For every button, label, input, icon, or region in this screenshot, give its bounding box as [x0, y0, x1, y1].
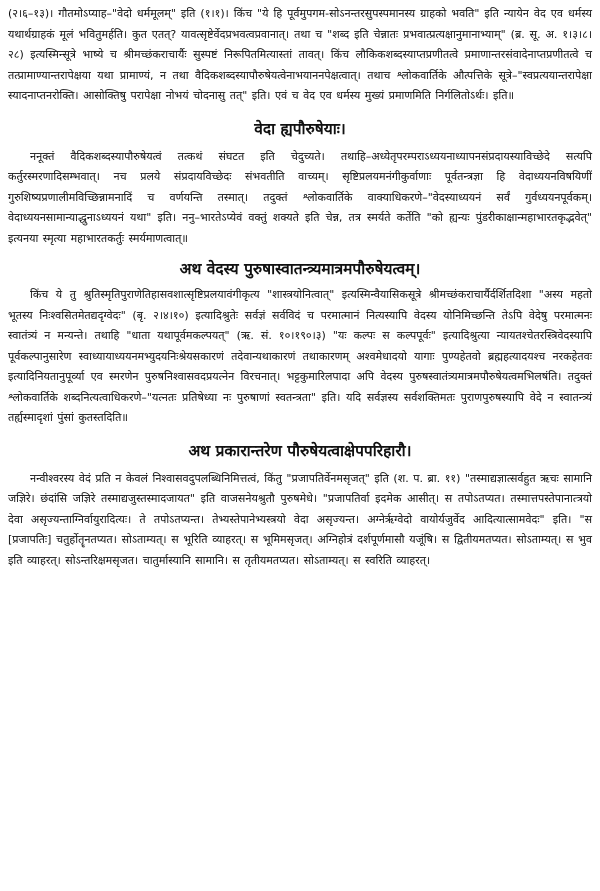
- heading-purusha-asvatantrya: अथ वेदस्य पुरुषास्वातन्त्र्यमात्रमपौरुषेयत्वम्।: [179, 259, 421, 278]
- paragraph-dharma-source: (२।६–१३)। गौतमोऽप्याह–"वेदो धर्ममूलम्" इति (१।१)। किंच "ये हि पूर्वमुपगम-सोऽनन्तरसुपस्पमानस्य ग्राहको भवति" इति न्यायेन वेद एव धर्मस्य यथार्थग्राहकं मूलं भवितुमर्हति। कुत एतत्? यावत्सृष्टेर्वेदप्रभवत्वप्रवानात्। तथा च "शब्द इति चेन्नातः प्रभवात्प्रत्यक्षानुमानाभ्याम्" (ब्र. सू. अ. १।३।८।२८) इत्यस्मिन्सूत्रे भाष्ये च श्रीमच्छंकराचार्यैः सुस्पष्टं निरूपितमित्यास्तां तावत्। किंच लौकिकशब्दस्याप्तप्रणीतत्वे प्रमाणान्तरसंवादेनाप्तप्रणीतत्वे च तत्प्रामाण्यान्तरापेक्षया यथा प्रामाण्यं, न तथा वैदिकशब्दस्यापौरुषेयत्वेनाभयाननपेक्षत्वात्। तथाच श्लोकवार्तिके औत्पत्तिके सूत्रे–"स्वप्रत्ययान्तरापेक्षा स्यादनाप्तनरोक्ति। आसोक्तिषु परापेक्षा नोभयं चोदनासु तत्" इति। एवं च वेद एव धर्मस्य मुख्यं प्रमाणमिति निर्गलितोऽर्थः। इति॥: [8, 7, 592, 102]
- paragraph-apaurusheya-argument: ननूक्तं वैदिकशब्दस्यापौरुषेयत्वं तत्कथं संघटत इति चेदुच्यते। तथाहि–अध्येतृपरम्पराऽध्ययनाध्यापनसंप्रदायस्याविच्छेदे सत्यपि कर्तुरस्मरणादिसम्भवात्। नच प्रलये संप्रदायविच्छेदः संभवतीति वाच्यम्। सृष्टिप्रलयमनंगीकुर्वाणाः पूर्वतन्त्रज्ञा हि वेदाध्ययनविषयिणीं गुरुशिष्यप्रणालीमविच्छिन्नामनादिं च वर्णयन्ति तस्मात्। तदुक्तं श्लोकवार्तिके वाक्याधिकरणे–"वेदस्याध्ययनं सर्वं गुर्वध्ययनपूर्वकम्। वेदाध्ययनसामान्याद्धुनाऽध्ययनं यथा" इति। ननु–भारतेऽप्येवं वक्तुं शक्यते इति चेन्न, तत्र स्मर्यते कर्तेति "को ह्यन्यः पुंडरीकाक्षान्महाभारतकृद्भवेत्" इत्यनया स्मृत्या महाभारतकर्तुः स्मर्यमाणत्वात्॥: [8, 149, 592, 245]
- heading-objection-reply: अथ प्रकारान्तरेण पौरुषेयत्वाक्षेपपरिहारौ।: [188, 440, 412, 460]
- paragraph-objection-reply: नन्वीश्वरस्य वेदं प्रति न केवलं निश्वासवदुपलब्धिनिमित्तत्वं, किंतु "प्रजापतिर्वेनमसृजत्" इति (श. प. ब्रा. ११) "तस्माद्यज्ञात्सर्वहुत ऋचः सामानि जज्ञिरे। छंदांसि जज्ञिरे तस्माद्यजुस्तस्मादजायत" इति वाजसनेयश्रुतौ पुरुषमेधे। "प्रजापतिर्वा इदमेक आसीत्। स तपोऽतप्यत। तस्मात्तपस्तेपानात्त्रयो देवा असृज्यन्ताग्निर्वायुरादित्यः। ते तपोऽतप्यन्त। तेभ्यस्तेपानेभ्यस्त्रयो वेदा असृज्यन्त। अग्नेर्ऋग्वेदो वायोर्यजुर्वेद आदित्यात्सामवेदः" इति। "स [प्रजापतिः] चतुर्होतॄनतप्यत। सोऽताम्यत्। स भूरिति व्याहरत्। स भूमिमसृजत्। अग्निहोत्रं दर्शपूर्णमासौ यजूंषि। स द्वितीयमतप्यत। सोऽताम्यत्। स भुव इति व्याहरत्। सोऽन्तरिक्षमसृजत। चातुर्मास्यानि सामानि। स तृतीयमतप्यत। सोऽताम्यत्। स स्वरिति व्याहरत्।: [8, 471, 592, 567]
- heading-vedas-apaurusheya: वेदा ह्यपौरुषेयाः।: [254, 118, 346, 138]
- paragraph-purusha-asvatantrya: किंच ये तु श्रुतिस्मृतिपुराणेतिहासवशात्सृष्टिप्रलयावंगीकृत्य "शास्त्रयोनित्वात्" इत्यस्मिन्वैयासिकसूत्रे श्रीमच्छंकराचार्यैर्दर्शितदिशा "अस्य महतो भूतस्य निःश्वसितमेतद्यदृग्वेदः" (बृ. २।४।१०) इत्यादिश्रुतेः सर्वज्ञं सर्वविदं च परमात्मानं नित्यस्यापि वेदस्य योनिमिच्छन्ति तेऽपि वेदेषु परमात्मनः स्वातंत्र्यं न मन्यन्ते। तथाहि "धाता यथापूर्वमकल्पयत्" (ऋ. सं. १०।१९०।३) "यः कल्पः स कल्पपूर्वः" इत्यादिश्रुत्या न्यायतश्चेतरस्त्रिवेदस्यापि पूर्वकल्पानुसारेण स्वाध्यायाध्ययनमभ्युदयनिःश्रेयसकारणं तदेवान्यथाकारणं तथाकारणम् अश्वमेधादयो यागाः पुण्यहेतवो ब्रह्महत्यादयश्च नरकहेतवः इत्यादिनियतानुपूर्व्या एव स्मरणेन पुरुषनिश्वासवदप्रयत्नेन विरचनात्। भट्टकुमारिलपादा अपि वेदस्य पुरुषस्वातंत्र्यमात्रमपौरुषेयत्वमभिलषंति। तदुक्तं श्लोकवार्तिके शब्दनित्यत्वाधिकरणे–"यत्नतः प्रतिषेध्या नः पुरुषाणां स्वतन्त्रता" इति। यदि सर्वज्ञस्य सर्वशक्तिमतः पुराणपुरुषस्यापि वेदे न स्वातन्त्र्यं तर्ह्यस्मादृशां पुंसां कुतस्तदिति॥: [8, 288, 592, 424]
